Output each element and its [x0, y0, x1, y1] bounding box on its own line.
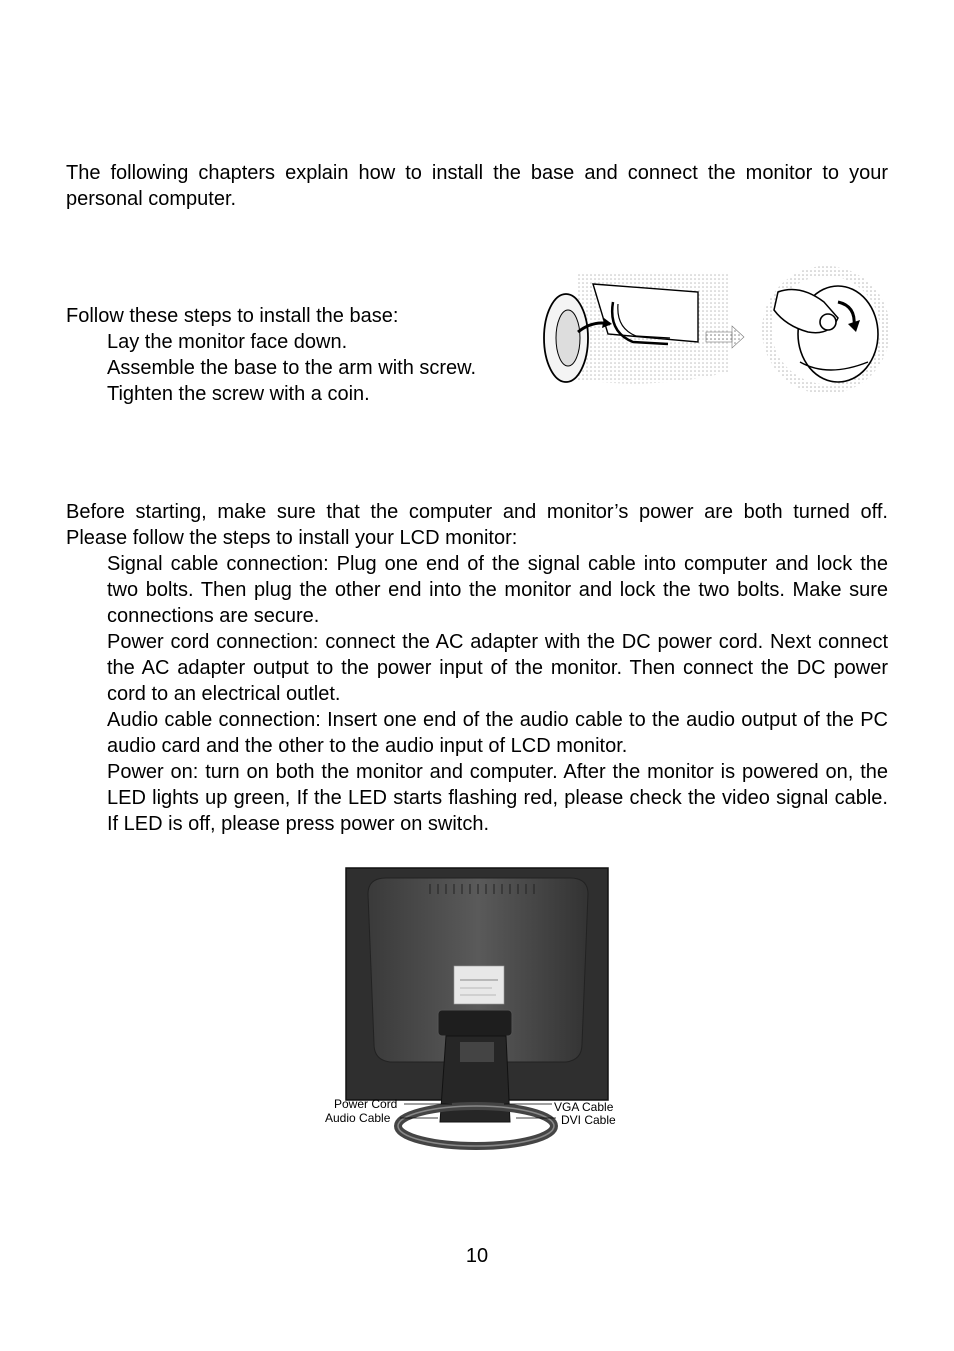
base-installation-illustration: [538, 262, 894, 398]
audio-cable-label: Audio Cable: [325, 1111, 391, 1125]
vga-cable-label: VGA Cable: [554, 1100, 614, 1114]
dvi-cable-label: DVI Cable: [561, 1113, 616, 1127]
intro-paragraph: The following chapters explain how to install the base and connect the monitor to your personal computer.: [66, 162, 888, 210]
lay-monitor-drawing: [544, 272, 728, 384]
monitor-rear-view-illustration: [320, 864, 630, 1150]
connect-step-power: Power cord connection: connect the AC adapter with the DC power cord. Next connect the AC adapter output to the power input of the monitor. Then connect the DC power cord to an electrical outlet.: [107, 631, 888, 705]
page-number: 10: [465, 1245, 489, 1267]
base-step-1: Lay the monitor face down.: [107, 331, 348, 353]
connect-step-power-on: Power on: turn on both the monitor and computer. After the monitor is powered on, the LED lights up green, If the LED starts flashing red, please check the video signal cable. If LED is off, please press power on switch.: [107, 761, 888, 835]
power-cord-label: Power Cord: [334, 1097, 398, 1111]
base-steps-lead: Follow these steps to install the base:: [66, 305, 399, 327]
connect-step-signal: Signal cable connection: Plug one end of the signal cable into computer and lock the two bolts. Then plug the other end into the monitor and lock the two bolts. Make sure connections are secure.: [107, 553, 888, 627]
base-step-2: Assemble the base to the arm with screw.: [107, 357, 477, 379]
connect-lead-paragraph: Before starting, make sure that the computer and monitor’s power are both turned off. Please follow the steps to install your LCD monitor:: [66, 501, 888, 549]
base-step-3: Tighten the screw with a coin.: [107, 383, 370, 405]
connect-step-audio: Audio cable connection: Insert one end of the audio cable to the audio output of the PC audio card and the other to the audio input of LCD monitor.: [107, 709, 888, 757]
tighten-screw-drawing: [762, 266, 890, 394]
rating-label: [454, 966, 504, 1004]
